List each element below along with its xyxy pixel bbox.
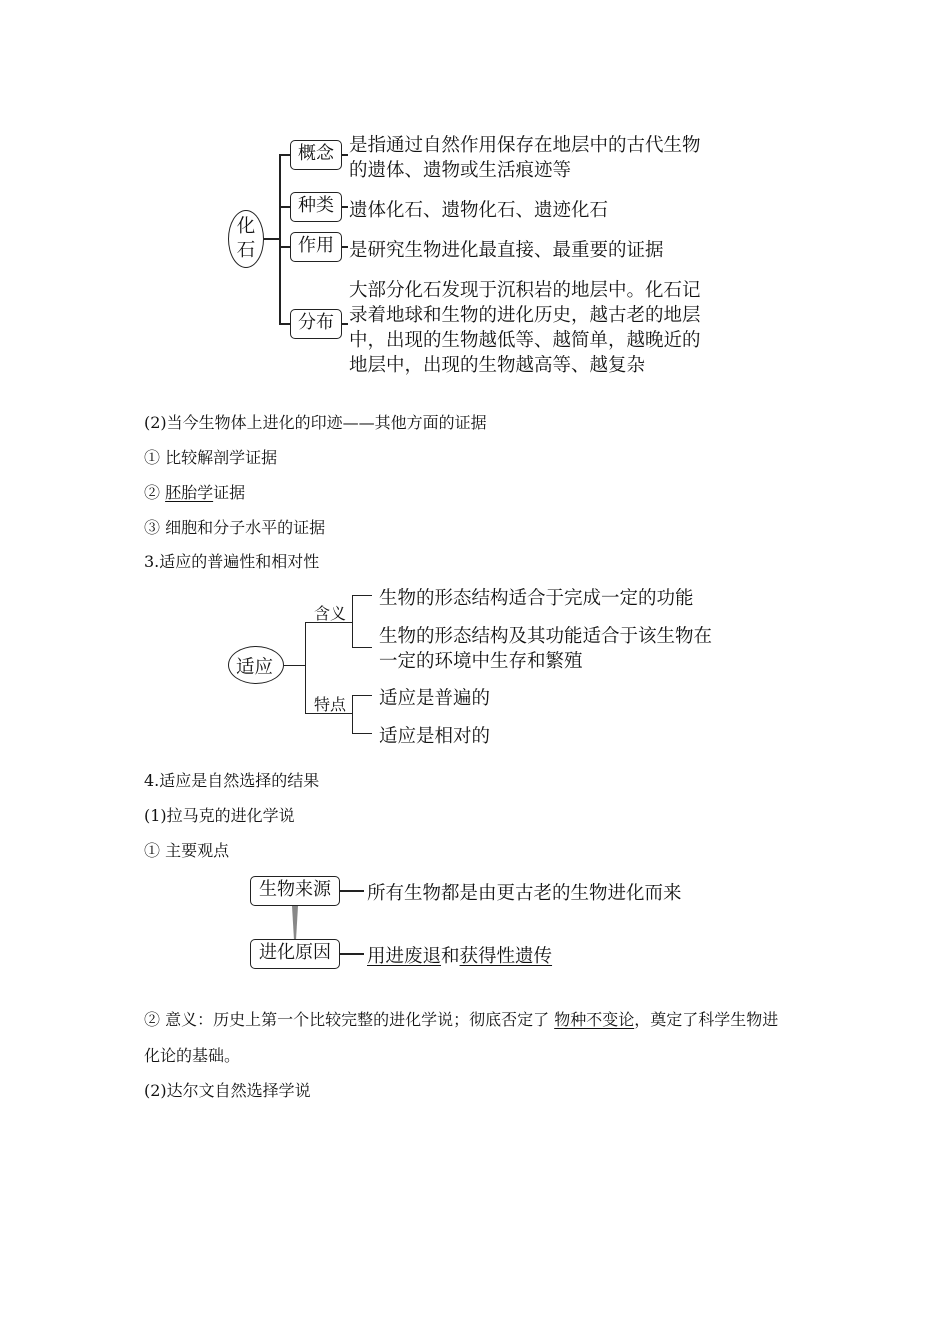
lamarck-meaning-line1: ② 意义：历史上第一个比较完整的进化学说；彻底否定了 物种不变论，奠定了科学生物进 [144,1010,779,1029]
lamarck-meaning-line2: 化论的基础。 [144,1046,241,1065]
adaptation-center-label: 适应 [236,657,274,678]
section2-heading: (2)当今生物体上进化的印迹——其他方面的证据 [144,413,487,432]
lamarck-main-points: ① 主要观点 [144,841,230,860]
fossil-distribution-line4: 地层中，出现的生物越高等、越复杂 [349,355,646,376]
lamarck-cause-box: 进化原因 [250,939,340,969]
acquired-inheritance-answer: 获得性遗传 [459,946,553,967]
fossil-types-text: 遗体化石、遗物化石、遗迹化石 [349,200,609,221]
darwin-heading: (2)达尔文自然选择学说 [144,1081,311,1100]
fossil-center-label: 化石 [236,216,256,261]
adaptation-meaning-item-1: 生物的形态结构适合于完成一定的功能 [379,588,694,609]
lamarck-arrow-connector [288,906,302,940]
section2-item-1: ① 比较解剖学证据 [144,448,278,467]
lamarck-origin-box: 生物来源 [250,876,340,906]
adaptation-feature-label: 特点 [314,695,347,714]
fossil-distribution-line3: 中，出现的生物越低等、越简单，越晚近的 [349,330,701,351]
adaptation-meaning-label: 含义 [314,604,347,623]
lamarck-heading: (1)拉马克的进化学说 [144,806,295,825]
adaptation-meaning-item-2a: 生物的形态结构及其功能适合于该生物在 [379,626,713,647]
species-immutability-answer: 物种不变论 [554,1010,635,1029]
fossil-concept-line1: 是指通过自然作用保存在地层中的古代生物 [349,135,701,156]
section2-item-3: ③ 细胞和分子水平的证据 [144,518,326,537]
embryology-answer: 胚胎学 [165,483,214,502]
fossil-branch-distribution: 分布 [290,309,342,339]
fossil-concept-line2: 的遗体、遗物或生活痕迹等 [349,160,572,181]
section2-item-2: ② 胚胎学证据 [144,483,246,502]
adaptation-feature-item-1: 适应是普遍的 [379,688,491,709]
fossil-branch-concept: 概念 [290,140,342,170]
adaptation-feature-item-2: 适应是相对的 [379,726,491,747]
fossil-distribution-line1: 大部分化石发现于沉积岩的地层中。化石记 [349,280,701,301]
use-disuse-answer: 用进废退 [367,946,442,967]
section3-heading: 3.适应的普遍性和相对性 [144,552,320,571]
lamarck-cause-text: 用进废退和获得性遗传 [367,946,553,967]
adaptation-meaning-item-2b: 一定的环境中生存和繁殖 [379,651,583,672]
fossil-role-text: 是研究生物进化最直接、最重要的证据 [349,240,664,261]
fossil-branch-role: 作用 [290,232,342,262]
fossil-branch-types: 种类 [290,192,342,222]
section4-heading: 4.适应是自然选择的结果 [144,771,320,790]
fossil-distribution-line2: 录着地球和生物的进化历史，越古老的地层 [349,305,701,326]
lamarck-origin-text: 所有生物都是由更古老的生物进化而来 [367,883,682,904]
